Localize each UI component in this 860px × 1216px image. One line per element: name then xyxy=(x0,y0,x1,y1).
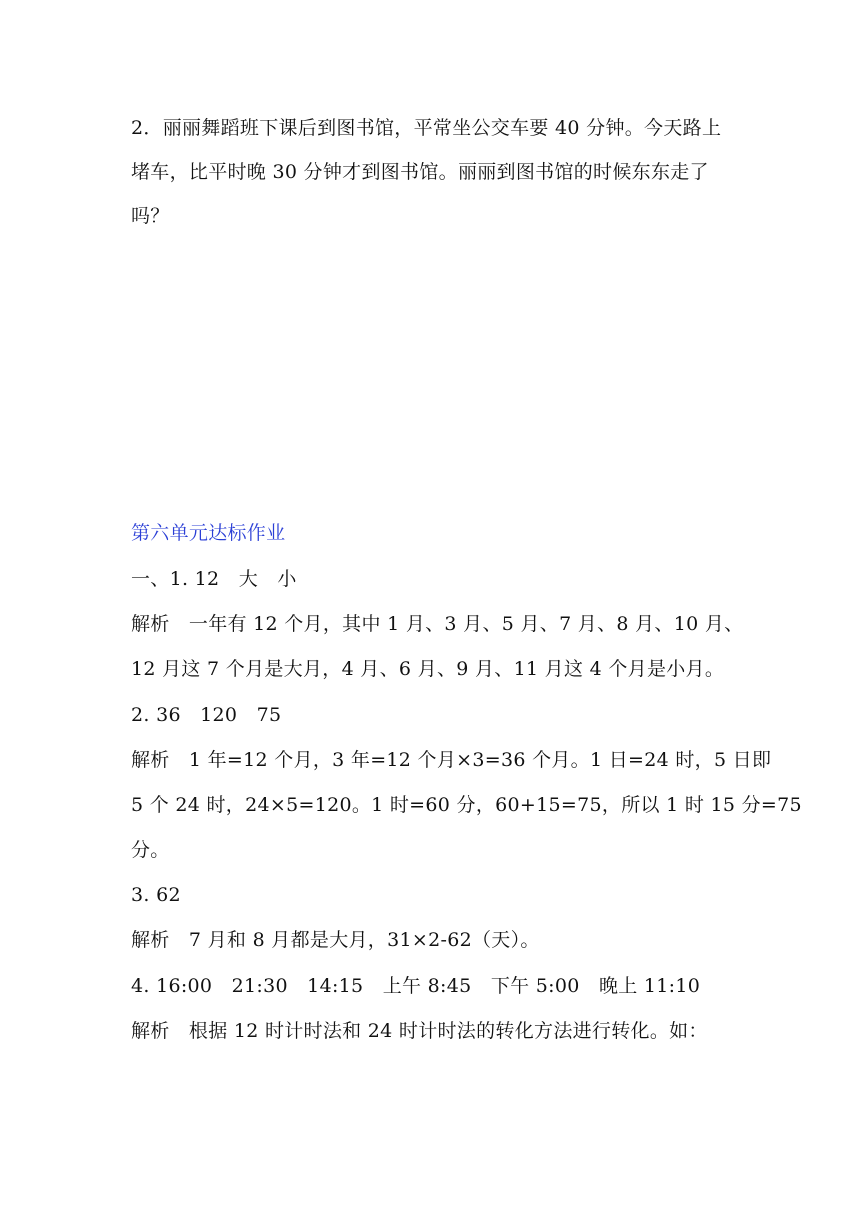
answer-line-5: 解析 1 年=12 个月，3 年=12 个月×3=36 个月。1 日=24 时，5 日即 xyxy=(131,749,772,771)
question-line-3: 吗？ xyxy=(131,205,170,227)
question-line-1: 2．丽丽舞蹈班下课后到图书馆，平常坐公交车要 40 分钟。今天路上 xyxy=(131,117,722,139)
answer-line-4: 2. 36 120 75 xyxy=(131,704,282,726)
answer-line-8: 3. 62 xyxy=(131,884,181,906)
answer-line-9: 解析 7 月和 8 月都是大月，31×2-62（天）。 xyxy=(131,929,540,951)
answer-line-2: 解析 一年有 12 个月，其中 1 月、3 月、5 月、7 月、8 月、10 月、 xyxy=(131,613,744,635)
answer-line-11: 解析 根据 12 时计时法和 24 时计时法的转化方法进行转化。如： xyxy=(131,1020,708,1042)
answer-line-3: 12 月这 7 个月是大月，4 月、6 月、9 月、11 月这 4 个月是小月。 xyxy=(131,658,725,680)
answer-line-1: 一、1. 12 大 小 xyxy=(131,568,297,590)
question-line-2: 堵车，比平时晚 30 分钟才到图书馆。丽丽到图书馆的时候东东走了 xyxy=(131,161,709,183)
answer-line-6: 5 个 24 时，24×5=120。1 时=60 分，60+15=75，所以 1 时 15 分=75 xyxy=(131,794,802,816)
answer-line-7: 分。 xyxy=(131,839,170,861)
section-heading: 第六单元达标作业 xyxy=(131,522,286,544)
answer-line-10: 4. 16:00 21:30 14:15 上午 8:45 下午 5:00 晚上 11:10 xyxy=(131,975,701,997)
